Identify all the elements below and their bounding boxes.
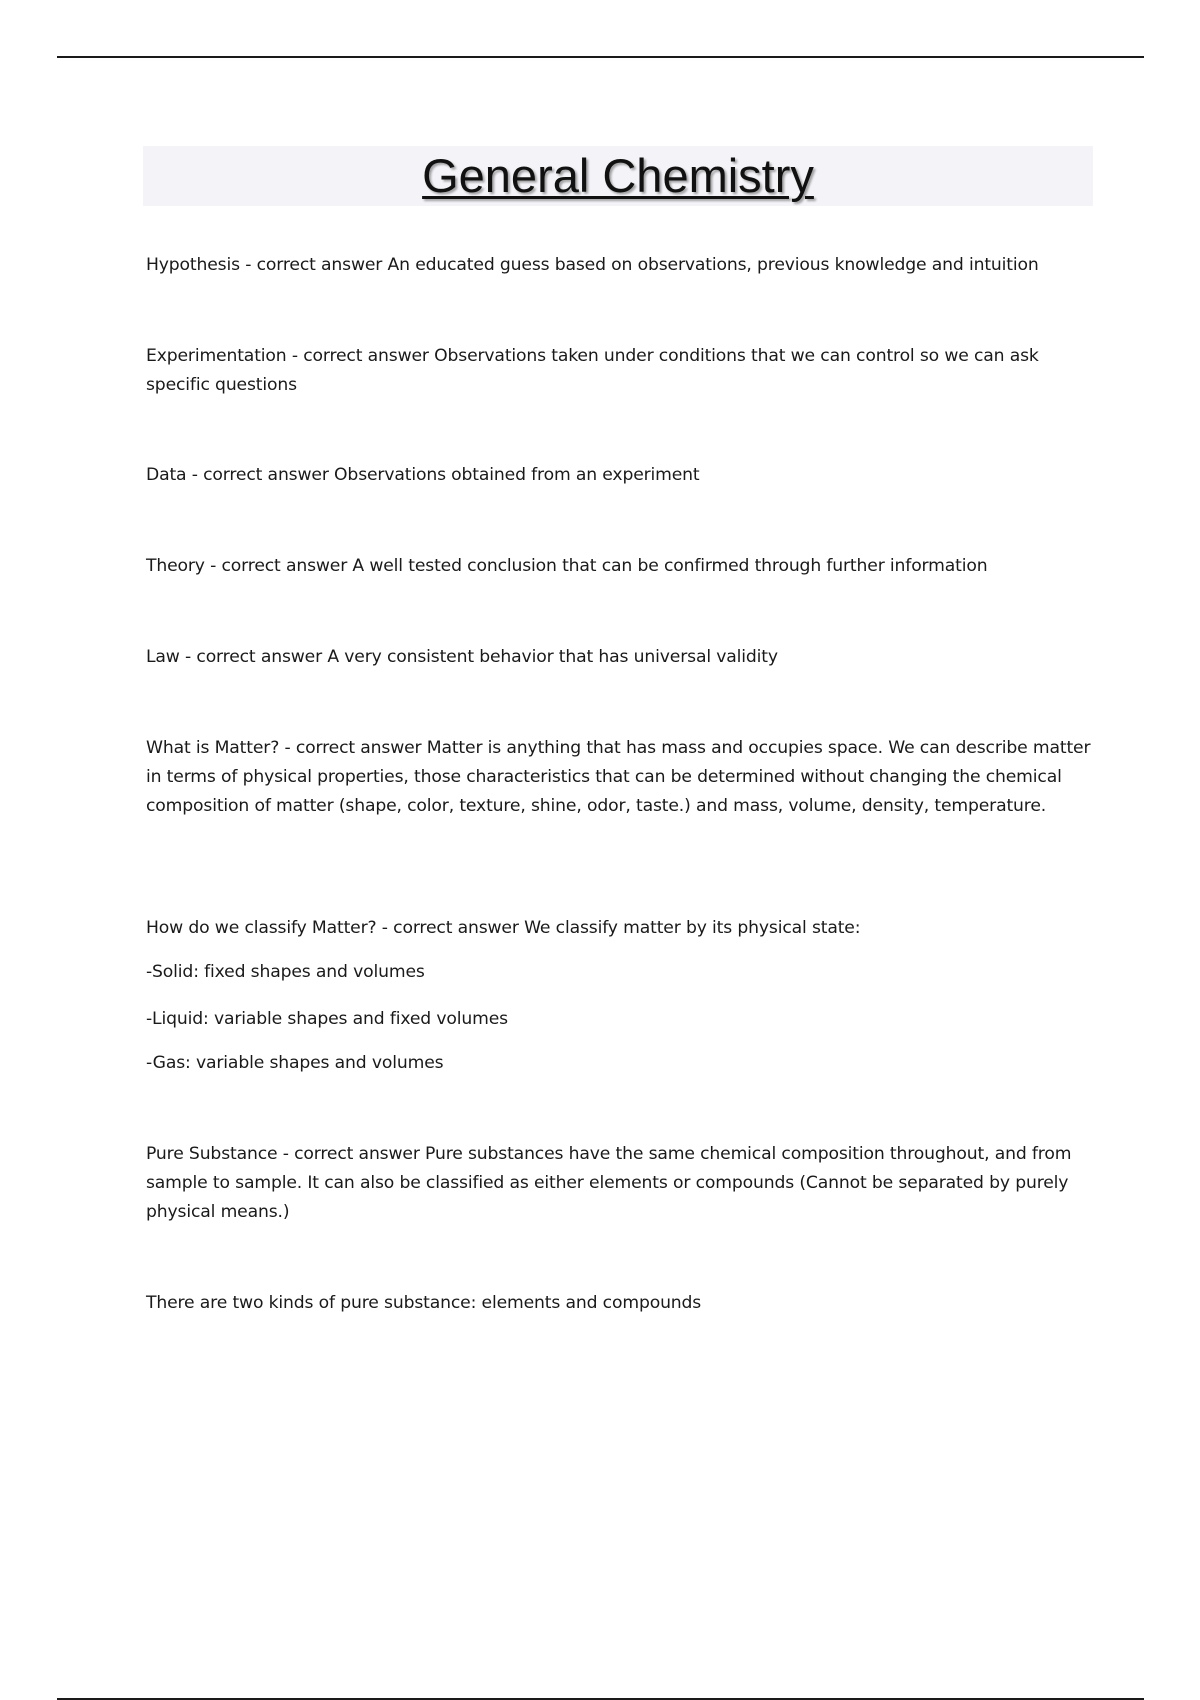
entry-law: Law - correct answer A very consistent behavior that has universal validity (146, 647, 778, 667)
entry-classify-matter: How do we classify Matter? - correct answer We classify matter by its physical state: (146, 918, 861, 938)
entry-theory: Theory - correct answer A well tested conclusion that can be confirmed through further information (146, 556, 988, 576)
entry-solid: -Solid: fixed shapes and volumes (146, 962, 425, 982)
entry-two-kinds: There are two kinds of pure substance: elements and compounds (146, 1293, 702, 1313)
entry-hypothesis: Hypothesis - correct answer An educated guess based on observations, previous knowledge and intuition (146, 255, 1039, 275)
entry-gas: -Gas: variable shapes and volumes (146, 1053, 444, 1073)
entry-data: Data - correct answer Observations obtained from an experiment (146, 465, 700, 485)
entry-pure-substance: Pure Substance - correct answer Pure substances have the same chemical composition throughout, and from sample to sample. It can also be classified as either elements or compounds (Cannot be separated by purely physical means.) (146, 1144, 1072, 1222)
entry-liquid: -Liquid: variable shapes and fixed volumes (146, 1009, 508, 1029)
entry-what-is-matter: What is Matter? - correct answer Matter is anything that has mass and occupies space. We can describe matter in terms of physical properties, those characteristics that can be determined without changing the chemical composition of matter (shape, color, texture, shine, odor, taste.) and mass, volume, density, temperature. (146, 738, 1091, 816)
document-title: General Chemistry (422, 149, 814, 202)
top-rule (57, 56, 1144, 58)
entry-experimentation: Experimentation - correct answer Observations taken under conditions that we can control so we can ask specific questions (146, 346, 1039, 395)
